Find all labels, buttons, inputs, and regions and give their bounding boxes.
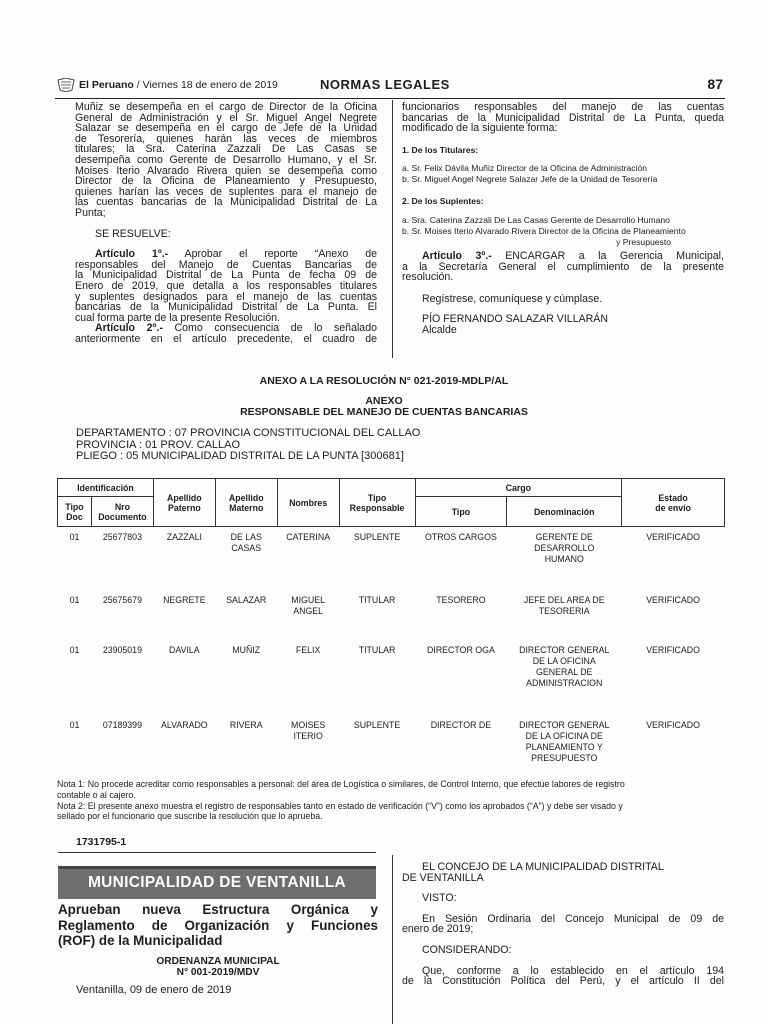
- article-2-label: Artículo 2º.-: [95, 322, 163, 335]
- article-3-label: Artículo 3º.-: [422, 249, 492, 262]
- text-line: b. Sr. Miguel Angel Negrete Salazar Jefe de la Unidad de Tesorería: [402, 174, 658, 185]
- cell-denominacion-text: DE LA OFICINA DE: [525, 730, 603, 741]
- header-identificacion: Identificación: [58, 479, 154, 497]
- cell-nombres-text: ANGEL: [293, 605, 324, 616]
- text-line: la Municipalidad Distrital de La Punta de fecha 09 de: [75, 269, 377, 282]
- header-ap-paterno: Apellido Paterno: [153, 479, 215, 527]
- annex-location: [76, 428, 420, 463]
- cell-estado: [622, 527, 725, 590]
- cell-apellido-paterno-text: DAVILA: [169, 644, 200, 655]
- article-1-paragraph: [75, 260, 377, 313]
- intro-paragraph: [75, 102, 377, 208]
- column-divider: [392, 100, 393, 358]
- article-3-last-line: resolución.: [402, 271, 454, 284]
- cell-nro-documento-text: 25675679: [102, 594, 142, 605]
- cell-cargo-tipo-text: TESORERO: [436, 594, 486, 605]
- suplente-b-continuation: y Presupuesto: [616, 236, 671, 247]
- cell-nro-documento-text: 25677803: [102, 532, 142, 542]
- cell-cargo-tipo: [415, 590, 507, 640]
- suplente-b: b. Sr. Moises Iterio Alvarado Rivera Director de la Oficina de Planeamiento: [402, 225, 686, 236]
- cell-estado: [622, 715, 725, 773]
- province-line: PROVINCIA : 01 PROV. CALLAO: [76, 438, 241, 451]
- text-line: desempeña como Gerente de Desarrollo Humano, y el Sr.: [75, 153, 377, 166]
- cell-apellido-materno-text: SALAZAR: [226, 594, 267, 605]
- cell-denominacion-text: DESARROLLO: [534, 543, 595, 553]
- publication-date: Viernes 18 de enero de 2019: [142, 79, 278, 91]
- coat-of-arms-icon: [55, 78, 77, 92]
- cell-apellido-paterno-text: NEGRETE: [163, 594, 206, 605]
- cell-cargo-tipo-text: DIRECTOR DE: [430, 719, 492, 730]
- cell-tipo-responsable-text: SUPLENTE: [353, 532, 401, 542]
- annex-subtitle-2: RESPONSABLE DEL MANEJO DE CUENTAS BANCARIAS: [240, 406, 528, 418]
- titulares-list: [402, 163, 724, 185]
- article-1-text: Aprobar el reporte “Anexo de: [184, 248, 377, 261]
- visto-heading: VISTO:: [422, 892, 457, 905]
- cell-nro-documento-text: 07189399: [102, 719, 142, 730]
- municipality-banner: MUNICIPALIDAD DE VENTANILLA: [58, 866, 376, 899]
- cell-tipo-doc: [58, 640, 92, 715]
- left-column: [75, 102, 377, 344]
- cell-nombres-text: MIGUEL: [291, 594, 326, 605]
- intro-last-line: Punta;: [75, 206, 106, 219]
- header-cargo-tipo: Tipo: [415, 497, 507, 527]
- session-line-2: enero de 2019;: [402, 923, 474, 936]
- section-title: NORMAS LEGALES: [320, 77, 450, 92]
- article-2-text: Como consecuencia de lo señalado: [174, 322, 377, 335]
- cell-denominacion-text: PRESUPUESTO: [531, 752, 598, 763]
- header-ap-materno: Apellido Materno: [215, 479, 277, 527]
- text-line: Enero de 2019, que detalla a los responsables titulares: [75, 279, 377, 292]
- cell-tipo-responsable: [339, 527, 415, 590]
- cell-nro-documento: [91, 640, 153, 715]
- cell-apellido-paterno: [153, 527, 215, 590]
- right-intro-last-line: modificado de la siguiente forma:: [402, 122, 558, 135]
- cell-denominacion: [507, 715, 622, 773]
- signer-name: PÍO FERNANDO SALAZAR VILLARÁN: [422, 313, 609, 326]
- cell-nro-documento-text: 23905019: [102, 644, 142, 655]
- annex-table: [57, 478, 725, 773]
- department-line: DEPARTAMENTO : 07 PROVINCIA CONSTITUCIONAL DEL CALLAO: [76, 427, 421, 439]
- annex-subtitle: [0, 396, 768, 418]
- cell-denominacion-text: HUMANO: [544, 554, 584, 564]
- header-nombres: Nombres: [277, 479, 339, 527]
- cell-apellido-paterno-text: ZAZZALI: [166, 532, 202, 542]
- suplentes-heading: 2. De los Suplentes:: [402, 196, 484, 207]
- cell-nro-documento: [91, 527, 153, 590]
- cell-tipo-doc: [58, 590, 92, 640]
- table-row: [58, 640, 725, 715]
- cell-tipo-responsable-text: TITULAR: [358, 644, 396, 655]
- bottom-column-divider: [392, 855, 393, 1024]
- article-2-last-line: anteriormente en el artículo precedente, el cuadro de: [75, 332, 377, 345]
- text-line: Muñiz se desempeña en el cargo de Director de la Oficina: [75, 101, 377, 113]
- text-line: bancarias de la Municipalidad Distrital de La Punta, queda: [402, 111, 724, 124]
- resolves-heading: SE RESUELVE:: [95, 227, 171, 240]
- cell-denominacion-text: GENERAL DE: [536, 666, 593, 677]
- session-line-1: En Sesión Ordinaria del Concejo Municipal de 09 de: [422, 912, 724, 925]
- cell-denominacion: [507, 640, 622, 715]
- cell-denominacion-text: TESORERIA: [538, 605, 590, 616]
- cell-estado: [622, 590, 725, 640]
- cell-nro-documento: [91, 590, 153, 640]
- cell-denominacion-text: JEFE DEL AREA DE: [523, 594, 605, 605]
- cell-nombres: [277, 527, 339, 590]
- header-denominacion: Denominación: [507, 497, 622, 527]
- cell-tipo-responsable: [339, 590, 415, 640]
- cell-denominacion-text: DE LA OFICINA: [532, 655, 596, 666]
- cell-tipo-responsable: [339, 640, 415, 715]
- header-estado: Estado de envío: [622, 479, 725, 527]
- cell-nombres: [277, 640, 339, 715]
- cell-tipo-doc: [58, 527, 92, 590]
- cell-tipo-doc-text: 01: [69, 644, 80, 655]
- cell-denominacion-text: PLANEAMIENTO Y: [525, 741, 603, 752]
- article-3-line: a la Secretaría General el cumplimiento de la presente: [402, 260, 724, 273]
- publication-info: El Peruano / Viernes 18 de enero de 2019: [79, 79, 278, 91]
- note-2-line-1: Nota 2: El presente anexo muestra el registro de responsables tanto en estado de verificación (“V”) como los aprobados (“A”) y debe ser visado y: [57, 800, 623, 811]
- text-line: quienes harían las veces de suplentes para el manejo de: [75, 185, 377, 198]
- que-line-1: Que, conforme a lo establecido en el artículo 194: [422, 964, 724, 977]
- cell-nombres: [277, 715, 339, 773]
- section-rule-left: [58, 852, 376, 853]
- cell-apellido-materno-text: CASAS: [231, 543, 262, 553]
- annex-notes: [57, 779, 727, 822]
- cell-denominacion-text: GERENTE DE: [535, 532, 593, 542]
- cell-apellido-materno: [215, 590, 277, 640]
- ordinance-number: N° 001-2019/MDV: [176, 966, 260, 978]
- annex-table-body: [58, 527, 725, 773]
- cell-nombres-text: FELIX: [295, 644, 321, 655]
- cell-apellido-materno: [215, 640, 277, 715]
- cell-apellido-paterno: [153, 715, 215, 773]
- note-2-line-2: sellado por el funcionario que suscribe la resolución que lo aprueba.: [57, 811, 323, 822]
- suplente-a: a. Sra. Caterina Zazzali De Las Casas Gerente de Desarrollo Humano: [402, 214, 670, 225]
- text-line: Salazar se desempeña en el cargo de Jefe de la Unidad: [75, 122, 377, 135]
- cell-tipo-doc-text: 01: [69, 719, 80, 730]
- cell-nombres: [277, 590, 339, 640]
- publication-name: El Peruano: [79, 79, 134, 91]
- cell-tipo-doc: [58, 715, 92, 773]
- cell-tipo-responsable: [339, 715, 415, 773]
- cell-denominacion: [507, 527, 622, 590]
- text-line: de Tesorería, quienes harán las veces de miembros: [75, 132, 377, 145]
- note-1-line-1: Nota 1: No procede acreditar como responsables a personal: del área de Logística o similares, de Control Interno, que efectúe labores de registro: [57, 779, 625, 789]
- cell-tipo-responsable-text: SUPLENTE: [353, 719, 401, 730]
- annex-title: ANEXO A LA RESOLUCIÓN N° 021-2019-MDLP/AL: [259, 375, 509, 387]
- cell-apellido-paterno: [153, 590, 215, 640]
- cell-nombres-text: ITERIO: [293, 730, 323, 741]
- ordinance-title-line-3: (ROF) de la Municipalidad: [58, 933, 223, 948]
- cell-estado-text: VERIFICADO: [646, 532, 700, 542]
- right-column: [402, 102, 724, 336]
- cell-apellido-materno: [215, 527, 277, 590]
- annex-subtitle-1: ANEXO: [365, 395, 403, 407]
- note-1-line-2: contable o al cajero.: [57, 789, 136, 800]
- header-cargo: Cargo: [415, 479, 622, 497]
- table-row: [58, 590, 725, 640]
- header-nro-doc: Nro Documento: [91, 497, 153, 527]
- table-row: [58, 715, 725, 773]
- titulares-heading: 1. De los Titulares:: [402, 144, 479, 155]
- cell-denominacion-text: ADMINISTRACION: [526, 677, 603, 688]
- ordinance-label: ORDENANZA MUNICIPAL: [156, 955, 280, 967]
- cell-apellido-paterno-text: ALVARADO: [161, 719, 208, 730]
- text-line: funcionarios responsables del manejo de las cuentas: [402, 101, 724, 113]
- text-line: titulares; la Sra. Caterina Zazzali De Las Casas se: [75, 143, 377, 156]
- text-line: Director de la Oficina de Planeamiento y Presupuesto,: [75, 175, 377, 188]
- text-line: a. Sr. Felix Dávila Muñiz Director de la Oficina de Administración: [402, 163, 648, 174]
- page-number: 87: [707, 76, 723, 92]
- text-line: bancarias de la Municipalidad Distrital de La Punta. El: [75, 301, 377, 314]
- ordinance-block: [58, 902, 378, 996]
- signer-role: Alcalde: [422, 323, 457, 336]
- cell-cargo-tipo: [415, 715, 507, 773]
- ordinance-title-line-1: Aprueban nueva Estructura Orgánica y: [58, 902, 378, 917]
- text-line: las cuentas bancarias de la Municipalidad Distrital de La: [75, 196, 377, 209]
- header-tipo-responsable: Tipo Responsable: [339, 479, 415, 527]
- article-1-label: Artículo 1º.-: [95, 248, 169, 261]
- reference-number: 1731795-1: [76, 836, 127, 848]
- cell-nombres-text: CATERINA: [286, 532, 331, 542]
- header-tipo-doc: Tipo Doc: [58, 497, 92, 527]
- cell-apellido-materno-text: MUÑIZ: [232, 644, 261, 655]
- cell-estado-text: VERIFICADO: [646, 719, 700, 730]
- council-line-1: EL CONCEJO DE LA MUNICIPALIDAD DISTRITAL: [422, 861, 664, 873]
- article-3-first-line: [402, 251, 724, 262]
- text-line: Moises Iterio Alvarado Rivera quien se desempeña como: [75, 164, 377, 177]
- considerando-heading: CONSIDERANDO:: [422, 943, 512, 956]
- text-line: responsables del Manejo de Cuentas Bancarias de: [75, 258, 377, 271]
- text-line: General de Administración y el Sr. Miguel Angel Negrete: [75, 111, 377, 124]
- cell-apellido-materno-text: RIVERA: [229, 719, 263, 730]
- cell-estado-text: VERIFICADO: [646, 594, 700, 605]
- page-header: [55, 76, 725, 99]
- right-intro-paragraph: [402, 102, 724, 123]
- council-block: [402, 862, 724, 987]
- pliego-line: PLIEGO : 05 MUNICIPALIDAD DISTRITAL DE LA PUNTA [300681]: [76, 450, 404, 462]
- ordinance-heading: [58, 956, 378, 978]
- cell-denominacion-text: DIRECTOR GENERAL: [519, 719, 610, 730]
- cell-cargo-tipo: [415, 527, 507, 590]
- place-date: Ventanilla, 09 de enero de 2019: [76, 983, 232, 996]
- cell-apellido-paterno: [153, 640, 215, 715]
- cell-tipo-doc-text: 01: [69, 594, 80, 605]
- article-1-last-line: cual forma parte de la presente Resolución.: [75, 311, 280, 324]
- cell-estado-text: VERIFICADO: [646, 644, 700, 655]
- article-3-text: ENCARGAR a la Gerencia Municipal,: [505, 249, 724, 262]
- que-line-2: de la Constitución Política del Perú, y el artículo II del: [402, 975, 724, 988]
- cell-cargo-tipo-text: OTROS CARGOS: [424, 532, 497, 542]
- cell-tipo-responsable-text: TITULAR: [358, 594, 396, 605]
- cell-nombres-text: MOISES: [291, 719, 326, 730]
- council-line-2: DE VENTANILLA: [402, 871, 484, 884]
- table-row: [58, 527, 725, 590]
- cell-cargo-tipo: [415, 640, 507, 715]
- cell-nro-documento: [91, 715, 153, 773]
- cell-estado: [622, 640, 725, 715]
- cell-apellido-materno-text: DE LAS: [230, 532, 262, 542]
- cell-tipo-doc-text: 01: [69, 532, 80, 542]
- cell-denominacion-text: DIRECTOR GENERAL: [519, 644, 610, 655]
- ordinance-title-line-2: Reglamento de Organización y Funciones: [58, 917, 378, 933]
- text-line: y suplentes designados para el manejo de las cuentas: [75, 290, 377, 303]
- cell-cargo-tipo-text: DIRECTOR OGA: [427, 644, 495, 655]
- cell-apellido-materno: [215, 715, 277, 773]
- cell-denominacion: [507, 590, 622, 640]
- closing-formula: Regístrese, comuníquese y cúmplase.: [422, 292, 603, 305]
